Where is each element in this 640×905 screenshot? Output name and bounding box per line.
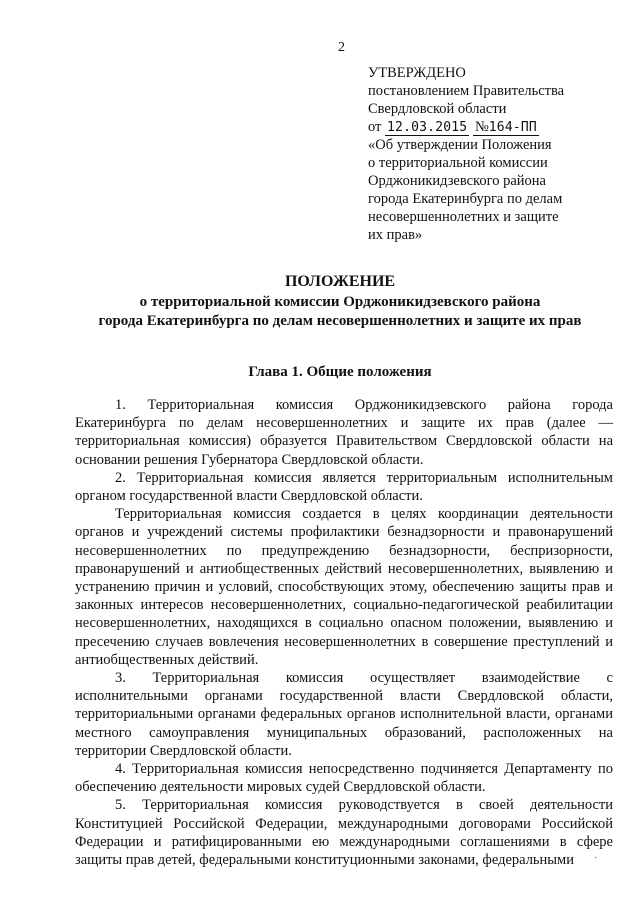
document-title-block bbox=[60, 272, 620, 331]
approval-date-value: 12.03.2015 bbox=[387, 120, 468, 135]
approval-heading: УТВЕРЖДЕНО bbox=[368, 65, 466, 81]
approval-number-field bbox=[473, 120, 539, 136]
paragraph: 1. Территориальная комиссия Орджоникидзевского района города Екатеринбурга по делам несовершеннолетних и защите их прав (далее — территориальная комиссия) образуется Правительством Свердловской области на основании решения Губернатора Свердловской области. bbox=[75, 397, 613, 468]
date-prefix: от bbox=[368, 119, 386, 135]
approval-quote-line: несовершеннолетних и защите bbox=[368, 209, 559, 225]
chapter-heading: Глава 1. Общие положения bbox=[248, 364, 432, 380]
approval-number-value: 164-ПП bbox=[488, 120, 537, 135]
paragraph: 3. Территориальная комиссия осуществляет взаимодействие с исполнительными органами государственной власти Свердловской области, территориальными органами федеральных органов исполнительной власти, органами местного самоуправления муниципальных образований, расположенных на территории Свердловской области. bbox=[75, 670, 613, 759]
approval-quote-line: «Об утверждении Положения bbox=[368, 137, 552, 153]
paragraph: 4. Территориальная комиссия непосредственно подчиняется Департаменту по обеспечению деятельности мировых судей Свердловской области. bbox=[75, 761, 613, 796]
page-number: 2 bbox=[338, 40, 345, 55]
approval-quote-line: города Екатеринбурга по делам bbox=[368, 191, 563, 207]
document-body bbox=[75, 396, 613, 869]
paragraph: Территориальная комиссия создается в целях координации деятельности органов и учреждений системы профилактики безнадзорности и правонарушений несовершеннолетних по предупреждению безнадзорности, беспризорности, правонарушений и антиобщественных действий несовершеннолетних, выявлению и устранению причин и условий, способствующих этому, обеспечению защиты прав и законных интересов несовершеннолетних, социально-педагогической реабилитации несовершеннолетних, находящихся в социально опасном положении, выявлению и пресечению случаев вовлечения несовершеннолетних в совершение преступлений и антиобщественных действий. bbox=[75, 506, 613, 668]
paragraph: 2. Территориальная комиссия является территориальным исполнительным органом государственной власти Свердловской области. bbox=[75, 469, 613, 505]
approval-quote-line: о территориальной комиссии bbox=[368, 155, 548, 171]
approval-quote-line: их прав» bbox=[368, 227, 423, 243]
page-continuation-mark: · bbox=[594, 853, 598, 864]
paragraph: 5. Территориальная комиссия руководствуется в своей деятельности Конституцией Российской Федерации, международными договорами Российской Федерации и ратифицированными ею международными соглашениями в сфере защиты прав детей, федеральными конституционными законами, федеральными bbox=[75, 797, 613, 869]
document-subtitle-line-1: о территориальной комиссии Орджоникидзевского района bbox=[139, 294, 541, 310]
approval-line-1: постановлением Правительства bbox=[368, 83, 565, 99]
approval-stamp-block bbox=[368, 64, 618, 244]
document-title: ПОЛОЖЕНИЕ bbox=[284, 273, 396, 290]
approval-date-line bbox=[368, 118, 618, 136]
approval-quote-line: Орджоникидзевского района bbox=[368, 173, 546, 189]
number-prefix: № bbox=[474, 119, 489, 135]
approval-line-2: Свердловской области bbox=[368, 101, 507, 117]
document-subtitle-line-2: города Екатеринбурга по делам несовершеннолетних и защите их прав bbox=[98, 313, 582, 329]
